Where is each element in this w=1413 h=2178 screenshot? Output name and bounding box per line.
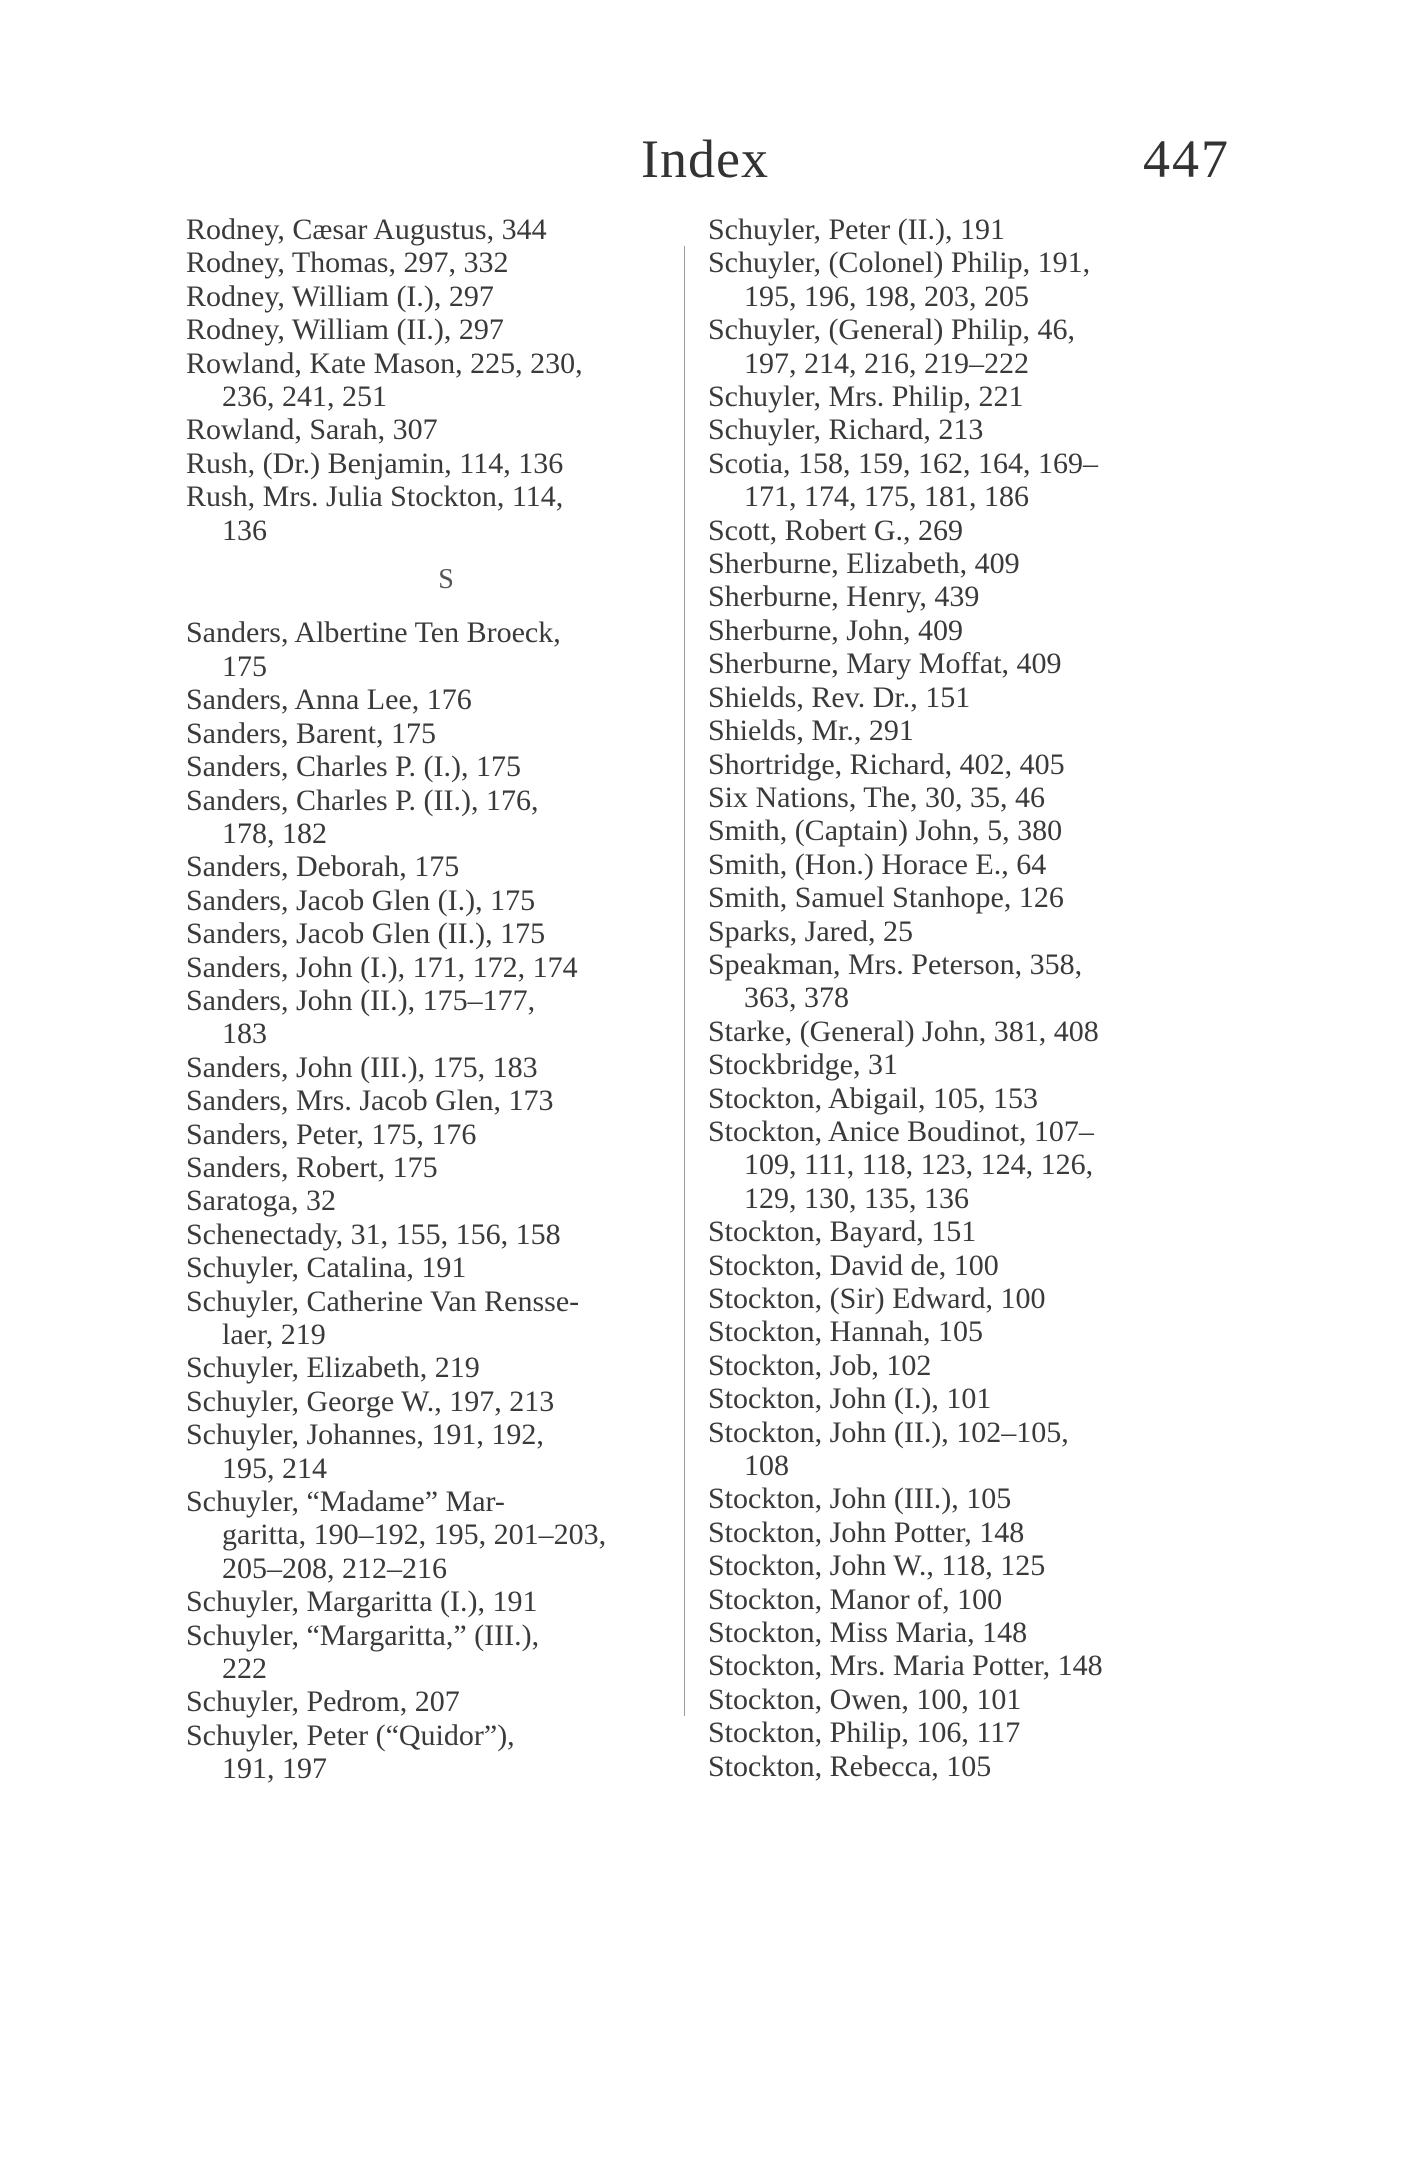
index-entry: Rodney, William (II.), 297	[186, 313, 504, 347]
index-entry: Sanders, Jacob Glen (II.), 175	[186, 917, 546, 951]
index-entry: Rush, Mrs. Julia Stockton, 114, 136	[186, 480, 564, 547]
index-entry: Stockton, Miss Maria, 148	[708, 1616, 1028, 1650]
index-entry: Schuyler, Mrs. Philip, 221	[708, 380, 1024, 414]
index-entry: Smith, Samuel Stanhope, 126	[708, 881, 1064, 915]
index-entry: Six Nations, The, 30, 35, 46	[708, 780, 1045, 814]
index-entry: Scotia, 158, 159, 162, 164, 169– 171, 174, 175, 181, 186	[708, 446, 1098, 514]
index-entry: Speakman, Mrs. Peterson, 358, 363, 378	[708, 947, 1083, 1015]
index-entry: Stockbridge, 31	[708, 1048, 898, 1082]
index-column-right	[708, 213, 1228, 1783]
index-entry: Schuyler, Pedrom, 207	[186, 1685, 460, 1719]
index-entry: Sherburne, John, 409	[708, 613, 963, 647]
index-entry: Sherburne, Henry, 439	[708, 580, 980, 614]
index-entry: Stockton, Bayard, 151	[708, 1215, 977, 1249]
index-entry: Stockton, John (III.), 105	[708, 1482, 1012, 1516]
index-group-s-continued	[708, 213, 1228, 1783]
index-entry: Schuyler, Richard, 213	[708, 413, 984, 447]
index-entry: Stockton, Abigail, 105, 153	[708, 1081, 1038, 1115]
index-entry: Sanders, Peter, 175, 176	[186, 1117, 477, 1151]
index-entry: Sanders, Jacob Glen (I.), 175	[186, 883, 536, 917]
index-entry: Schuyler, George W., 197, 213	[186, 1384, 555, 1418]
page-title: Index	[641, 129, 769, 189]
index-entry: Sanders, John (III.), 175, 183	[186, 1050, 538, 1084]
index-group-r	[186, 213, 706, 547]
index-entry: Sanders, Charles P. (I.), 175	[186, 750, 521, 784]
index-entry: Schuyler, Margaritta (I.), 191	[186, 1585, 538, 1619]
index-column-left	[186, 213, 706, 1786]
index-entry: Sanders, Albertine Ten Broeck, 175	[186, 616, 561, 683]
index-entry: Sanders, Anna Lee, 176	[186, 683, 472, 717]
index-entry: Sanders, John (I.), 171, 172, 174	[186, 950, 578, 984]
index-entry: Sherburne, Mary Moffat, 409	[708, 647, 1062, 681]
index-entry: Stockton, (Sir) Edward, 100	[708, 1282, 1046, 1315]
index-entry: Schenectady, 31, 155, 156, 158	[186, 1217, 561, 1251]
index-entry: Stockton, John Potter, 148	[708, 1515, 1025, 1549]
index-entry: Stockton, Anice Boudinot, 107– 109, 111, 118, 123, 124, 126, 129, 130, 135, 136	[708, 1114, 1094, 1215]
index-entry: Schuyler, Elizabeth, 219	[186, 1351, 480, 1385]
index-entry: Schuyler, Catalina, 191	[186, 1251, 467, 1285]
index-entry: Schuyler, Peter (“Quidor”), 191, 197	[186, 1718, 515, 1786]
index-entry: Schuyler, (General) Philip, 46, 197, 214, 216, 219–222	[708, 313, 1076, 380]
index-entry: Stockton, Job, 102	[708, 1348, 932, 1382]
index-entry: Stockton, Rebecca, 105	[708, 1749, 992, 1783]
index-entry: Shields, Rev. Dr., 151	[708, 680, 971, 714]
index-entry: Schuyler, “Madame” Mar- garitta, 190–192, 195, 201–203, 205–208, 212–216	[186, 1485, 607, 1585]
index-entry: Sanders, John (II.), 175–177, 183	[186, 983, 536, 1051]
index-entry: Scott, Robert G., 269	[708, 513, 963, 547]
index-entry: Schuyler, “Margaritta,” (III.), 222	[186, 1618, 540, 1686]
index-group-s	[186, 616, 706, 1785]
index-entry: Schuyler, Peter (II.), 191	[708, 213, 1006, 246]
index-entry: Stockton, John (II.), 102–105, 108	[708, 1415, 1069, 1483]
page-header	[180, 128, 1230, 198]
index-entry: Shields, Mr., 291	[708, 714, 914, 748]
index-entry: Rodney, Thomas, 297, 332	[186, 246, 509, 280]
index-entry: Starke, (General) John, 381, 408	[708, 1014, 1099, 1048]
index-entry: Rowland, Kate Mason, 225, 230, 236, 241, 251	[186, 346, 583, 414]
index-entry: Schuyler, Catherine Van Rensse- laer, 219	[186, 1284, 580, 1351]
section-letter: S	[438, 564, 454, 596]
index-entry: Stockton, David de, 100	[708, 1248, 999, 1282]
index-entry: Sherburne, Elizabeth, 409	[708, 547, 1020, 581]
index-entry: Sanders, Robert, 175	[186, 1150, 438, 1184]
page-number: 447	[1143, 129, 1230, 189]
index-entry: Rodney, Cæsar Augustus, 344	[186, 213, 547, 246]
index-entry: Sanders, Barent, 175	[186, 716, 436, 750]
index-entry: Rowland, Sarah, 307	[186, 413, 438, 447]
index-entry: Sanders, Mrs. Jacob Glen, 173	[186, 1084, 554, 1118]
index-entry: Sanders, Charles P. (II.), 176, 178, 182	[186, 783, 539, 850]
index-entry: Saratoga, 32	[186, 1184, 336, 1218]
index-entry: Schuyler, (Colonel) Philip, 191, 195, 196, 198, 203, 205	[708, 246, 1091, 313]
index-entry: Schuyler, Johannes, 191, 192, 195, 214	[186, 1418, 544, 1485]
index-entry: Stockton, Philip, 106, 117	[708, 1716, 1021, 1750]
index-entry: Sanders, Deborah, 175	[186, 850, 460, 884]
index-entry: Shortridge, Richard, 402, 405	[708, 747, 1065, 781]
index-entry: Sparks, Jared, 25	[708, 914, 913, 948]
index-entry: Smith, (Hon.) Horace E., 64	[708, 847, 1047, 881]
index-entry: Smith, (Captain) John, 5, 380	[708, 814, 1063, 848]
index-entry: Stockton, Mrs. Maria Potter, 148	[708, 1649, 1103, 1683]
column-divider	[684, 246, 685, 1716]
index-entry: Rodney, William (I.), 297	[186, 279, 494, 313]
index-entry: Stockton, John W., 118, 125	[708, 1549, 1046, 1583]
index-entry: Stockton, John (I.), 101	[708, 1382, 992, 1416]
index-entry: Stockton, Manor of, 100	[708, 1582, 1003, 1616]
index-entry: Stockton, Hannah, 105	[708, 1315, 983, 1349]
index-entry: Stockton, Owen, 100, 101	[708, 1682, 1022, 1716]
index-entry: Rush, (Dr.) Benjamin, 114, 136	[186, 446, 564, 480]
